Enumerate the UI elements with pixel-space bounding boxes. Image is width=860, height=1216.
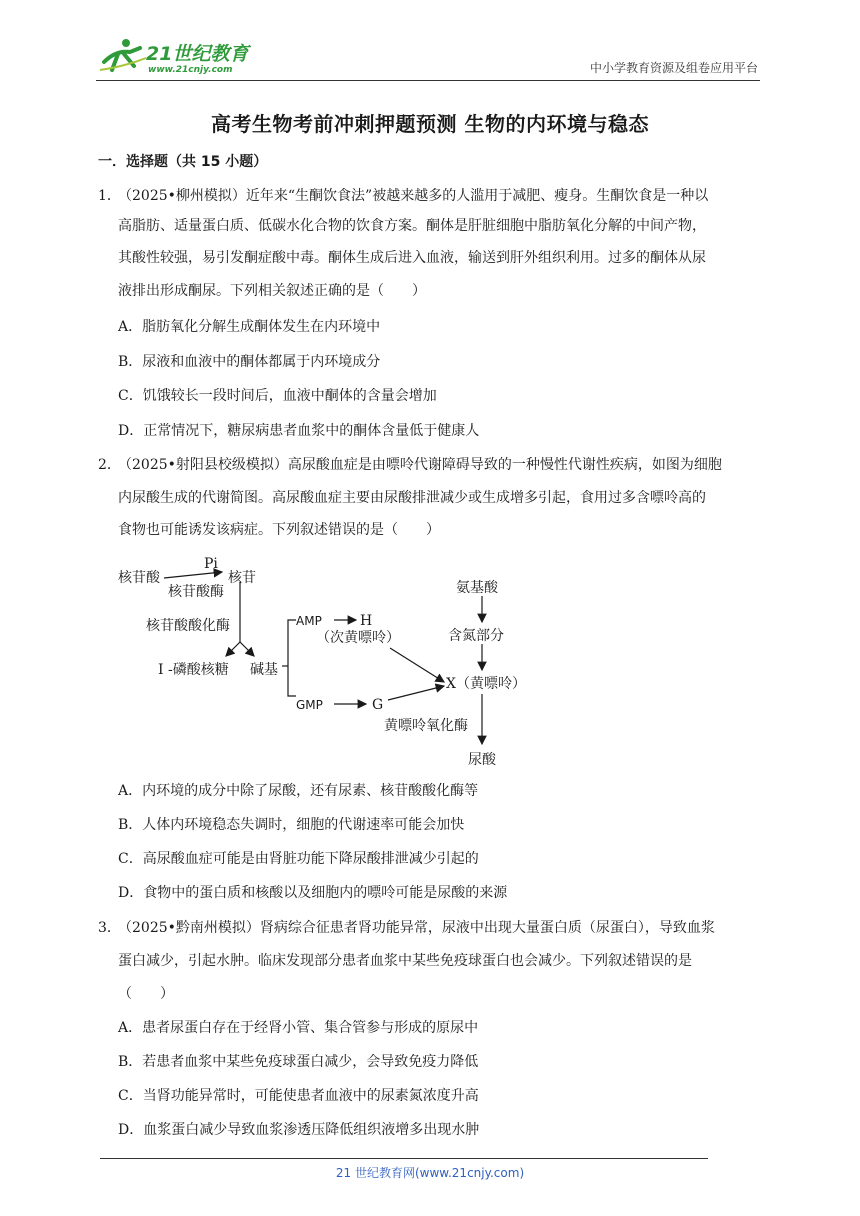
question-2-option-a[interactable]: A．内环境的成分中除了尿酸，还有尿素、核苷酸酸化酶等 [118, 783, 479, 799]
question-1-line-3: 其酸性较强，易引发酮症酸中毒。酮体生成后进入血液，输送到肝外组织利用。过多的酮体从尿 [118, 250, 706, 266]
question-1-option-a[interactable]: A．脂肪氧化分解生成酮体发生在内环境中 [118, 319, 381, 335]
question-2-line-3: 食物也可能诱发该病症。下列叙述错误的是（ ） [118, 522, 440, 538]
diagram-node-h: H [360, 613, 373, 629]
diagram-enzyme-phosphorylase: 核苷酸酸化酶 [146, 618, 230, 634]
question-2-line-1: （2025•射阳县校级模拟）高尿酸血症是由嘌呤代谢障碍导致的一种慢性代谢性疾病，如图为细胞 [118, 457, 722, 473]
question-3-line-1: （2025•黔南州模拟）肾病综合征患者肾功能异常，尿液中出现大量蛋白质（尿蛋白），导致血浆 [118, 920, 715, 936]
question-2-option-d[interactable]: D．食物中的蛋白质和核酸以及细胞内的嘌呤可能是尿酸的来源 [118, 885, 508, 901]
question-3-option-d[interactable]: D．血浆蛋白减少导致血浆渗透压降低组织液增多出现水肿 [118, 1122, 480, 1138]
question-2-option-c[interactable]: C．高尿酸血症可能是由肾脏功能下降尿酸排泄减少引起的 [118, 851, 479, 867]
question-3-option-b[interactable]: B．若患者血浆中某些免疫球蛋白减少，会导致免疫力降低 [118, 1054, 479, 1070]
question-2-option-b[interactable]: B．人体内环境稳态失调时，细胞的代谢速率可能会加快 [118, 817, 465, 833]
diagram-note-hypoxanthine: （次黄嘌呤） [316, 630, 400, 646]
footer-divider [100, 1158, 708, 1159]
page-header [96, 32, 760, 81]
diagram-node-g: G [372, 697, 384, 713]
logo-text: 21世纪教育 [146, 43, 249, 65]
diagram-enzyme-xanthine-oxidase: 黄嘌呤氧化酶 [384, 718, 468, 734]
logo-url: www.21cnjy.com [148, 65, 233, 75]
question-3-option-c[interactable]: C．当肾功能异常时，可能使患者血液中的尿素氮浓度升高 [118, 1088, 479, 1104]
footer-link[interactable]: 21 世纪教育网(www.21cnjy.com) [335, 1166, 525, 1180]
header-platform-text: 中小学教育资源及组卷应用平台 [589, 61, 758, 75]
question-1-option-c[interactable]: C．饥饿较长一段时间后，血液中酮体的含量会增加 [118, 388, 437, 404]
diagram-node-nucleoside: 核苷 [228, 570, 256, 586]
diagram-node-gmp: GMP [296, 698, 323, 712]
site-logo [96, 36, 266, 76]
question-3-option-a[interactable]: A．患者尿蛋白存在于经肾小管、集合管参与形成的原尿中 [118, 1020, 479, 1036]
question-3-line-3: （ ） [118, 986, 174, 1002]
diagram-node-amino-acid: 氨基酸 [456, 580, 498, 596]
diagram-label-pi: Pi [204, 556, 218, 572]
diagram-node-amp: AMP [296, 614, 322, 628]
question-1-line-1: （2025•柳州模拟）近年来“生酮饮食法”被越来越多的人滥用于减肥、瘦身。生酮饮食是一种以 [118, 188, 709, 204]
question-3-line-2: 蛋白减少，引起水肿。临床发现部分患者血浆中某些免疫球蛋白也会减少。下列叙述错误的是 [118, 953, 692, 969]
diagram-node-uric-acid: 尿酸 [468, 752, 496, 768]
diagram-node-base: 碱基 [250, 662, 278, 678]
uric-acid-metabolism-diagram [110, 552, 530, 772]
question-1-line-2: 高脂肪、适量蛋白质、低碳水化合物的饮食方案。酮体是肝脏细胞中脂肪氧化分解的中间产物， [118, 218, 706, 234]
question-2-line-2: 内尿酸生成的代谢简图。高尿酸血症主要由尿酸排泄减少或生成增多引起，食用过多含嘌呤高的 [118, 490, 706, 506]
question-number: 1． [98, 188, 121, 204]
question-1-option-d[interactable]: D．正常情况下，糖尿病患者血浆中的酮体含量低于健康人 [118, 423, 480, 439]
diagram-node-xanthine: X（黄嘌呤） [446, 676, 526, 692]
question-1-line-4: 液排出形成酮尿。下列相关叙述正确的是（ ） [118, 283, 426, 299]
question-number: 3． [98, 920, 121, 936]
diagram-node-nitrogen-part: 含氮部分 [448, 628, 504, 644]
question-number: 2． [98, 457, 121, 473]
runner-logo-icon [100, 39, 146, 70]
diagram-node-ribose-phosphate: I -磷酸核糖 [158, 662, 229, 678]
diagram-node-nucleotide: 核苷酸 [118, 570, 160, 586]
diagram-enzyme-nucleotidase: 核苷酸酶 [168, 584, 224, 600]
document-title: 高考生物考前冲刺押题预测 生物的内环境与稳态 [211, 112, 649, 136]
section-heading: 一．选择题（共 15 小题） [98, 154, 268, 170]
question-1-option-b[interactable]: B．尿液和血液中的酮体都属于内环境成分 [118, 354, 381, 370]
